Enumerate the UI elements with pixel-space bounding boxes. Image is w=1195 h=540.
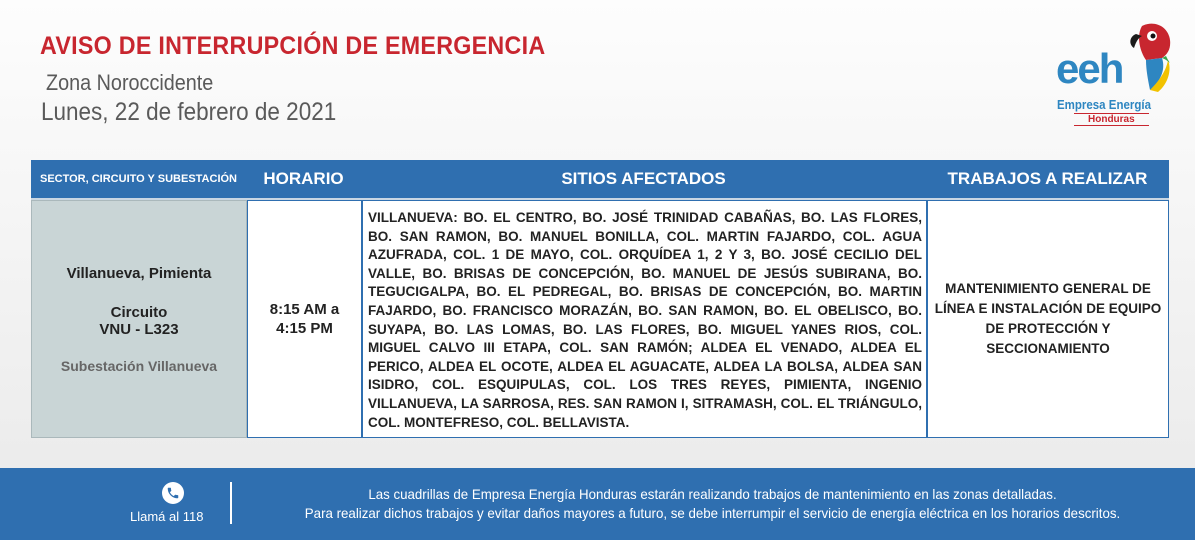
page-title: AVISO DE INTERRUPCIÓN DE EMERGENCIA: [40, 32, 546, 60]
schedule-text: 8:15 AM a 4:15 PM: [269, 301, 340, 337]
macaw-bird-icon: [1122, 20, 1178, 96]
substation-name: Subestación Villanueva: [60, 357, 218, 374]
footer-message-line-2: Para realizar dichos trabajos y evitar daños mayores a futuro, se debe interrumpir el servicio de energía eléctrica en los horarios descritos.: [304, 505, 1121, 521]
zone-subtitle: Zona Noroccidente: [46, 70, 214, 95]
table-header: [31, 160, 1169, 200]
column-header-work: TRABAJOS A REALIZAR: [947, 169, 1148, 188]
sites-cell: [362, 200, 927, 438]
affected-sites-text: VILLANUEVA: BO. EL CENTRO, BO. JOSÉ TRINIDAD CABAÑAS, BO. LAS FLORES, BO. SAN RAMON, BO. MANUEL BONILLA, COL. MARTIN FAJARDO, COL. AGUA AZUFRADA, COL. 1 DE MAYO, COL. ORQUÍDEA 1, 2 Y 3, BO. JOSÉ CECILIO DEL VALLE, BO. BRISAS DE CONCEPCIÓN, BO. MANUEL DE JESÚS SUBIRANA, BO. TEGUCIGALPA, BO. EL PEDREGAL, BO. BRISAS DE CONCEPCIÓN, BO. MARTIN FAJARDO, BO. FRANCISCO MORAZÁN, BO. SAN RAMON, BO. EL OBELISCO, BO. SUYAPA, BO. LAS LOMAS, BO. LAS FLORES, BO. MIGUEL YANES RIOS, COL. MIGUEL CALVO III ETAPA, COL. SAN RAMÓN; ALDEA EL VENADO, ALDEA EL PERICO, ALDEA EL OCOTE, ALDEA EL AGUACATE, ALDEA LA BOLSA, ALDEA SAN ISIDRO, COL. ESQUIPULAS, COL. LOS TRES REYES, PIMIENTA, INGENIO VILLANUEVA, LA SARROSA, RES. SAN RAMON I, SITRAMASH, COL. EL TRIÁNGULO, COL. MONTEFRESO, COL. BELLAVISTA.: [368, 210, 922, 430]
footer-divider: [230, 482, 232, 524]
phone-icon: [162, 482, 184, 504]
table-row: [31, 200, 1169, 440]
column-header-sites: SITIOS AFECTADOS: [561, 169, 726, 188]
column-header-schedule: HORARIO: [263, 169, 344, 188]
circuit-label: Circuito: [110, 303, 168, 321]
footer-message: [264, 485, 1162, 523]
logo-company-name: Empresa Energía: [1057, 98, 1151, 112]
date-line: Lunes, 22 de febrero de 2021: [41, 98, 337, 126]
schedule-cell: [247, 200, 362, 438]
call-number: Llamá al 118: [130, 509, 204, 524]
sector-cell: [31, 200, 247, 438]
company-logo: [1052, 20, 1177, 130]
footer-message-line-1: Las cuadrillas de Empresa Energía Honduras estarán realizando trabajos de mantenimiento en las zonas detalladas.: [368, 486, 1057, 502]
circuit-id: VNU - L323: [99, 320, 179, 338]
footer-banner: [0, 468, 1195, 540]
logo-wordmark: eeh: [1056, 45, 1123, 92]
work-cell: [927, 200, 1169, 438]
logo-country: Honduras: [1074, 113, 1149, 126]
work-description: MANTENIMIENTO GENERAL DE LÍNEA E INSTALACIÓN DE EQUIPO DE PROTECCIÓN Y SECCIONAMIENTO: [934, 281, 1162, 356]
sector-name: Villanueva, Pimienta: [66, 264, 212, 282]
column-header-sector: SECTOR, CIRCUITO Y SUBESTACIÓN: [39, 173, 237, 185]
outage-table: [31, 160, 1169, 440]
